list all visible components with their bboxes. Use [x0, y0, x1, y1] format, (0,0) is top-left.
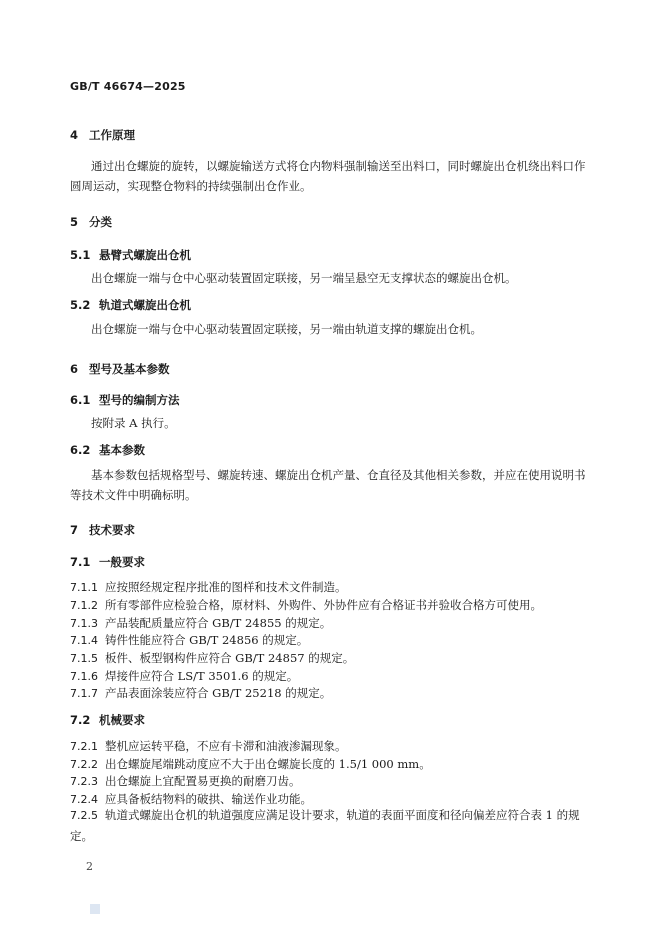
section-title: 工作原理	[89, 128, 135, 142]
section-number: 7.2	[70, 713, 91, 727]
section-title: 型号的编制方法	[99, 393, 180, 407]
document-header: GB/T 46674—2025	[70, 80, 186, 93]
section-6-1-heading	[70, 392, 180, 408]
section-7-1-heading	[70, 554, 145, 570]
section-title: 基本参数	[99, 443, 145, 457]
section-number: 4	[70, 128, 79, 142]
list-item: 7.2.5 轨道式螺旋出仓机的轨道强度应满足设计要求，轨道的表面平面度和径向偏差应符合表 1 的规定。	[70, 808, 580, 843]
section-number: 6.2	[70, 443, 91, 457]
list-item: 7.2.4 应具备板结物料的破拱、输送作业功能。	[70, 792, 312, 806]
section-6-1-paragraph: 按附录 A 执行。	[91, 416, 176, 430]
section-number: 5.2	[70, 298, 91, 312]
section-5-2-heading	[70, 297, 191, 313]
section-5-1-paragraph: 出仓螺旋一端与仓中心驱动装置固定联接，另一端呈悬空无支撑状态的螺旋出仓机。	[91, 271, 517, 285]
section-6-heading	[70, 361, 170, 377]
section-4-heading	[70, 127, 135, 143]
list-item: 7.2.1 整机应运转平稳，不应有卡滞和油液渗漏现象。	[70, 739, 347, 753]
list-item: 7.1.4 铸件性能应符合 GB/T 24856 的规定。	[70, 633, 309, 647]
section-title: 型号及基本参数	[89, 362, 170, 376]
section-6-2-paragraph: 基本参数包括规格型号、螺旋转速、螺旋出仓机产量、仓直径及其他相关参数，并应在使用说明书等技术文件中明确标明。	[70, 468, 586, 502]
list-item: 7.1.3 产品装配质量应符合 GB/T 24855 的规定。	[70, 616, 332, 630]
section-7-2-heading	[70, 712, 145, 728]
page-number: 2	[86, 860, 93, 873]
section-number: 5	[70, 215, 79, 229]
section-title: 悬臂式螺旋出仓机	[99, 248, 191, 262]
scan-artifact	[90, 904, 100, 914]
section-title: 轨道式螺旋出仓机	[99, 298, 191, 312]
list-item: 7.1.7 产品表面涂装应符合 GB/T 25218 的规定。	[70, 686, 332, 700]
list-item: 7.1.2 所有零部件应检验合格，原材料、外购件、外协件应有合格证书并验收合格方可使用。	[70, 598, 542, 612]
list-item: 7.2.3 出仓螺旋上宜配置易更换的耐磨刀齿。	[70, 774, 301, 788]
section-title: 分类	[89, 215, 112, 229]
section-number: 7	[70, 523, 79, 537]
list-item: 7.2.2 出仓螺旋尾端跳动度应不大于出仓螺旋长度的 1.5/1 000 mm。	[70, 757, 431, 771]
section-5-2-paragraph: 出仓螺旋一端与仓中心驱动装置固定联接，另一端由轨道支撑的螺旋出仓机。	[91, 322, 482, 336]
section-title: 技术要求	[89, 523, 135, 537]
section-5-1-heading	[70, 247, 191, 263]
section-7-heading	[70, 522, 135, 538]
section-title: 机械要求	[99, 713, 145, 727]
section-number: 6.1	[70, 393, 91, 407]
list-item: 7.1.6 焊接件应符合 LS/T 3501.6 的规定。	[70, 669, 299, 683]
section-5-heading	[70, 214, 112, 230]
list-item: 7.1.5 板件、板型钢构件应符合 GB/T 24857 的规定。	[70, 651, 355, 665]
section-number: 6	[70, 362, 79, 376]
section-number: 7.1	[70, 555, 91, 569]
section-4-paragraph: 通过出仓螺旋的旋转，以螺旋输送方式将仓内物料强制输送至出料口，同时螺旋出仓机绕出料口作圆周运动，实现整仓物料的持续强制出仓作业。	[70, 159, 586, 193]
section-number: 5.1	[70, 248, 91, 262]
section-title: 一般要求	[99, 555, 145, 569]
section-6-2-heading	[70, 442, 145, 458]
list-item: 7.1.1 应按照经规定程序批准的图样和技术文件制造。	[70, 580, 347, 594]
